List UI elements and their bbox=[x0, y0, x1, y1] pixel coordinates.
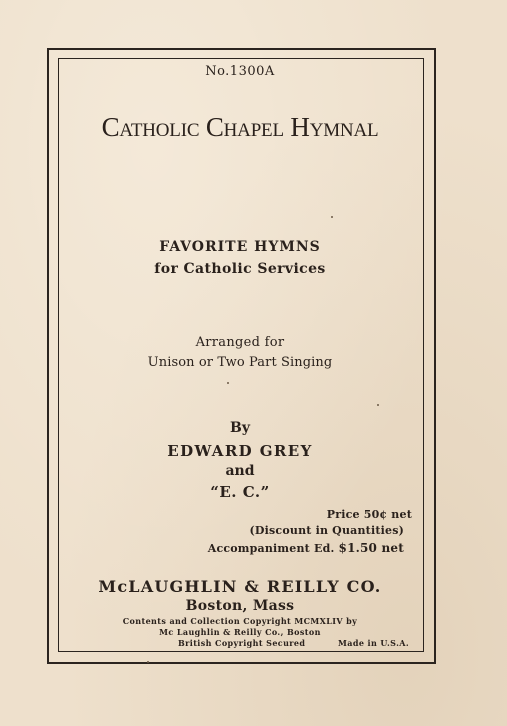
copyright-line-2: Mc Laughlin & Reilly Co., Boston bbox=[159, 627, 321, 637]
paper-speck bbox=[331, 216, 333, 218]
hymnal-title: Catholic Chapel Hymnal bbox=[101, 112, 379, 142]
paper-speck bbox=[147, 661, 149, 663]
arranged-line-2: Unison or Two Part Singing bbox=[147, 355, 333, 370]
discount-line: (Discount in Quantities) bbox=[249, 524, 404, 537]
subtitle-line-1: FAVORITE HYMNS bbox=[159, 239, 321, 255]
copyright-line-3: British Copyright Secured bbox=[178, 638, 306, 648]
copyright-line-1: Contents and Collection Copyright MCMXLIV by bbox=[122, 616, 358, 626]
accompaniment-label: Accompaniment Ed. bbox=[207, 542, 335, 555]
accompaniment-price-line bbox=[208, 541, 404, 555]
accompaniment-amount: $1.50 net bbox=[338, 541, 404, 555]
coauthor-initials: “E. C.” bbox=[210, 483, 270, 501]
publisher-name: McLAUGHLIN & REILLY CO. bbox=[98, 577, 382, 596]
arranged-line-1: Arranged for bbox=[195, 335, 285, 350]
made-in-label: Made in U.S.A. bbox=[338, 638, 410, 648]
paper-speck bbox=[377, 404, 379, 406]
by-label: By bbox=[230, 420, 250, 436]
subtitle-line-2: for Catholic Services bbox=[154, 261, 326, 277]
price-line: Price 50¢ net bbox=[326, 508, 412, 521]
and-label: and bbox=[225, 463, 255, 479]
publisher-city: Boston, Mass bbox=[185, 598, 295, 614]
author-name: EDWARD GREY bbox=[167, 442, 313, 460]
paper-speck bbox=[227, 382, 229, 384]
catalog-number: No.1300A bbox=[205, 64, 275, 79]
